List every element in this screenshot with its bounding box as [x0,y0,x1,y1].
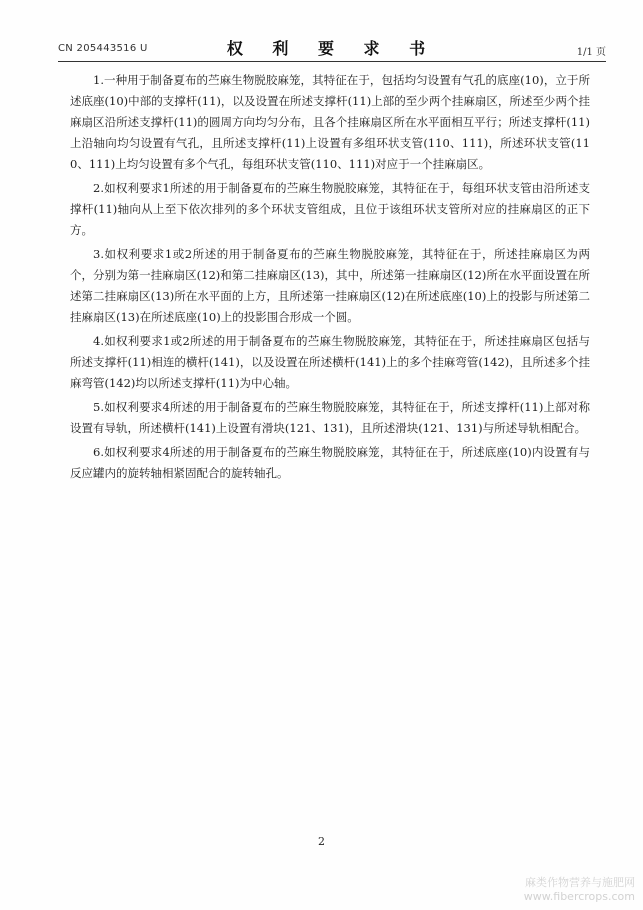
watermark-site-name: 麻类作物营养与施肥网 [525,876,635,889]
claims-list [70,70,590,487]
header-divider [58,61,606,62]
claim-1: 1.一种用于制备夏布的苎麻生物脱胶麻笼，其特征在于，包括均匀设置有气孔的底座(10)，立于所述底座(10)中部的支撑杆(11)，以及设置在所述支撑杆(11)上部的至少两个挂麻扇区，所述至少两个挂麻扇区沿所述支撑杆(11)的圆周方向均匀分布，且各个挂麻扇区所在水平面相互平行；所述支撑杆(11)上沿轴向均匀设置有气孔，且所述支撑杆(11)上设置有多组环状支管(110、111)，所述环状支管(110、111)上均匀设置有多个气孔，每组环状支管(110、111)对应于一个挂麻扇区。 [70,73,590,171]
claim-4: 4.如权利要求1或2所述的用于制备夏布的苎麻生物脱胶麻笼，其特征在于，所述挂麻扇区包括与所述支撑杆(11)相连的横杆(141)，以及设置在所述横杆(141)上的多个挂麻弯管(142)，且所述多个挂麻弯管(142)均以所述支撑杆(11)为中心轴。 [70,334,590,390]
page-title: 权 利 要 求 书 [226,39,438,58]
claim-6: 6.如权利要求4所述的用于制备夏布的苎麻生物脱胶麻笼，其特征在于，所述底座(10)内设置有与反应罐内的旋转轴相紧固配合的旋转轴孔。 [70,445,590,480]
claim-2: 2.如权利要求1所述的用于制备夏布的苎麻生物脱胶麻笼，其特征在于，每组环状支管由沿所述支撑杆(11)轴向从上至下依次排列的多个环状支管组成，且位于该组环状支管所对应的挂麻扇区的正下方。 [70,181,590,237]
claim-5: 5.如权利要求4所述的用于制备夏布的苎麻生物脱胶麻笼，其特征在于，所述支撑杆(11)上部对称设置有导轨，所述横杆(141)上设置有滑块(121、131)，且所述滑块(121、131)与所述导轨相配合。 [70,400,590,435]
page-number: 2 [318,835,325,848]
watermark [524,876,635,904]
document-header [58,36,606,60]
page-count: 1/1 页 [576,47,606,58]
patent-number: CN 205443516 U [58,43,148,54]
claim-3: 3.如权利要求1或2所述的用于制备夏布的苎麻生物脱胶麻笼，其特征在于，所述挂麻扇区为两个，分别为第一挂麻扇区(12)和第二挂麻扇区(13)，其中，所述第一挂麻扇区(12)所在水平面设置在所述第二挂麻扇区(13)所在水平面的上方，且所述第一挂麻扇区(12)在所述底座(10)上的投影与所述第二挂麻扇区(13)在所述底座(10)上的投影围合形成一个圆。 [70,247,590,324]
watermark-url: www.fibercrops.com [523,890,635,903]
